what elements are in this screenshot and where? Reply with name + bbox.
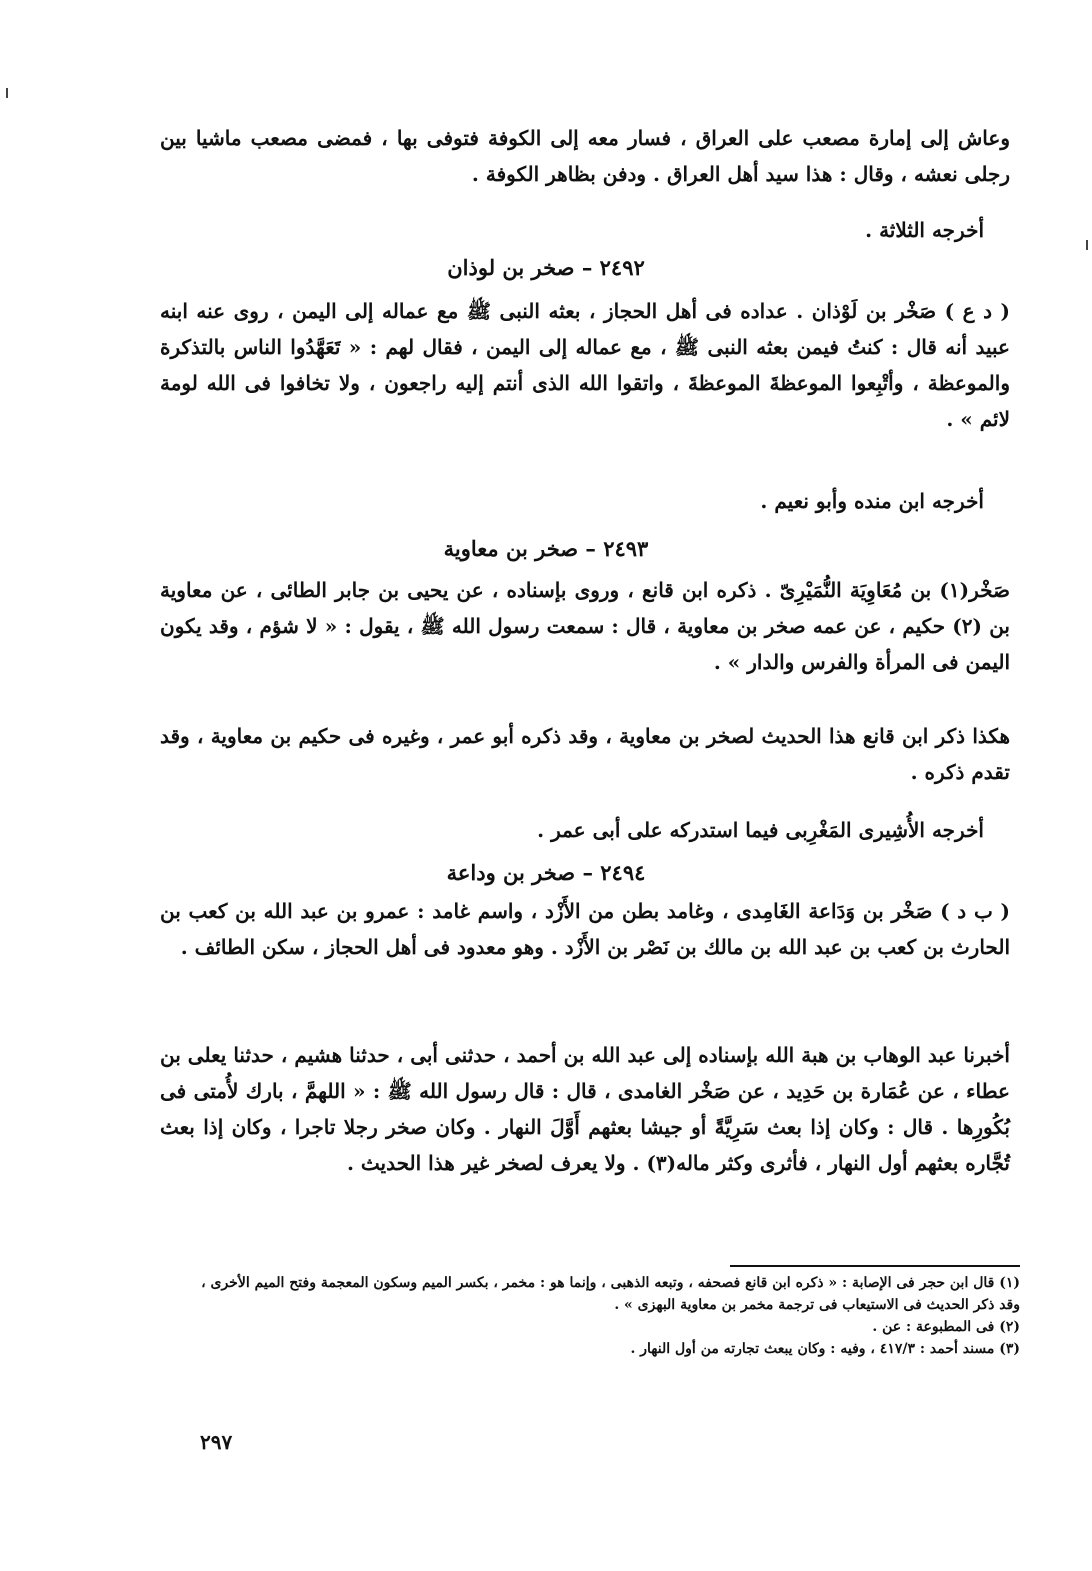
- entry-2494-paragraph-1: ( ب د ) صَخْر بن وَدَاعة الغَامِدى ، وغامد بطن من الأَزْد ، واسم غامد : عمرو بن عبد الله بن كعب بن الحارث بن كعب بن عبد الله بن مالك بن نَصْر بن الأَزْد . وهو معدود فى أهل الحجاز ، سكن الطائف .: [160, 899, 1010, 959]
- entry-2492-output-note: أخرجه ابن منده وأبو نعيم .: [760, 489, 984, 513]
- footnotes: [180, 1272, 1020, 1360]
- page-number: ٢٩٧: [200, 1430, 233, 1454]
- entry-2493-output-note: أخرجه الأُشِيرى المَغْرِبى فيما استدركه على أبى عمر .: [537, 818, 984, 842]
- scan-margin-mark: [6, 88, 8, 98]
- entry-heading-2493: ٢٤٩٣ – صخر بن معاوية: [443, 536, 649, 561]
- entry-2494-paragraph-2: أخبرنا عبد الوهاب بن هبة الله بإسناده إلى عبد الله بن أحمد ، حدثنى أبى ، حدثنا هشيم ، حدثنا يعلى بن عطاء ، عن عُمَارة بن حَدِيد ، عن صَخْر الغامدى ، قال : قال رسول الله ﷺ : « اللهمَّ ، بارك لأُمتى فى بُكُورِها . قال : وكان إذا بعث سَرِيَّةً أو جيشا بعثهم أَوَّلَ النهار . وكان صخر رجلا تاجرا ، وكان إذا بعث تُجَّاره بعثهم أول النهار ، فأثرى وكثر ماله(٣) . ولا يعرف لصخر غير هذا الحديث .: [160, 1043, 1010, 1175]
- footnote-divider: [730, 1265, 1020, 1267]
- footnote-2: (٢) فى المطبوعة : عن .: [872, 1319, 1020, 1335]
- entry-heading-2492: ٢٤٩٢ – صخر بن لوذان: [447, 255, 645, 280]
- entry-2492-paragraph: ( د ع ) صَخْر بن لَوْذان . عداده فى أهل الحجاز ، بعثه النبى ﷺ مع عماله إلى اليمن ، روى عنه ابنه عبيد أنه قال : كنتُ فيمن بعثه النبى ﷺ ، مع عماله إلى اليمن ، فقال لهم : « تَعَهَّدُوا الناس بالتذكرة والموعظة ، وأتْبِعوا الموعظةَ الموعظةَ ، واتقوا الله الذى أنتم إليه راجعون ، ولا تخافوا فى الله لومة لائم » .: [160, 299, 1010, 431]
- intro-output-note: أخرجه الثلاثة .: [865, 218, 984, 242]
- entry-heading-2494: ٢٤٩٤ – صخر بن وداعة: [446, 860, 646, 885]
- intro-paragraph: وعاش إلى إمارة مصعب على العراق ، فسار معه إلى الكوفة فتوفى بها ، فمضى مصعب ماشيا بين رجلى نعشه ، وقال : هذا سيد أهل العراق . ودفن بظاهر الكوفة .: [160, 126, 1010, 186]
- footnote-3: (٣) مسند أحمد : ٤١٧/٣ ، وفيه : وكان يبعث تجارته من أول النهار .: [630, 1341, 1020, 1357]
- entry-2493-paragraph-2: هكذا ذكر ابن قانع هذا الحديث لصخر بن معاوية ، وقد ذكره أبو عمر ، وغيره فى حكيم بن معاوية ، وقد تقدم ذكره .: [160, 724, 1010, 784]
- entry-2493-paragraph-1: صَخْر(١) بن مُعَاوِيَة النُّمَيْرِىّ . ذكره ابن قانع ، وروى بإسناده ، عن يحيى بن جابر الطائى ، عن معاوية بن (٢) حكيم ، عن عمه صخر بن معاوية ، قال : سمعت رسول الله ﷺ ، يقول : « لا شؤم ، وقد يكون اليمن فى المرأة والفرس والدار » .: [160, 578, 1011, 674]
- footnote-1: (١) قال ابن حجر فى الإصابة : « ذكره ابن قانع فصحفه ، وتبعه الذهبى ، وإنما هو : مخمر ، بكسر الميم وسكون المعجمة وفتح الميم الأخرى ، وقد ذكر الحديث فى الاستيعاب فى ترجمة مخمر بن معاوية البهزى » .: [201, 1275, 1020, 1313]
- scan-margin-mark: [1086, 240, 1088, 250]
